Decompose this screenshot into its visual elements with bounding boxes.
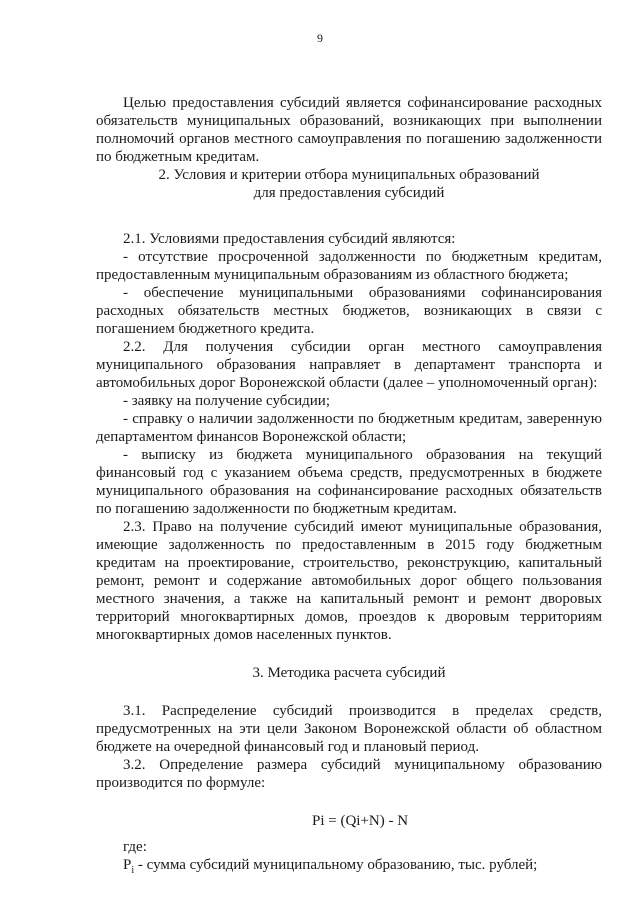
clause-2-2-item-c: - выписку из бюджета муниципального образования на текущий финансовый год с указанием объема средств, предусмотренных в бюджете муниципального образования на софинансирование расходных обязательств по погашению задолженности по бюджетным кредитам. (96, 447, 602, 517)
section-2-title-line-2: для предоставления субсидий (253, 185, 445, 201)
spacer (96, 202, 602, 230)
clause-2-1: 2.1. Условиями предоставления субсидий являются: (123, 231, 456, 247)
definition-text: - сумма субсидий муниципальному образованию, тыс. рублей; (134, 857, 538, 873)
clause-2-2-item-a: - заявку на получение субсидии; (123, 393, 330, 409)
document-body (96, 94, 602, 880)
spacer (96, 682, 602, 702)
spacer (96, 792, 602, 812)
section-2-title-line-1: 2. Условия и критерии отбора муниципальных образований (158, 167, 540, 183)
clause-2-2: 2.2. Для получения субсидии орган местного самоуправления муниципального образования направляет в департамент транспорта и автомобильных дорог Воронежской области (далее – уполномоченный орган): (96, 339, 602, 391)
clause-2-1-item-a: - отсутствие просроченной задолженности по бюджетным кредитам, предоставленным муниципальным образованиям из областного бюджета; (96, 249, 602, 283)
intro-paragraph: Целью предоставления субсидий является софинансирование расходных обязательств муниципальных образований, возникающих при выполнении полномочий органов местного самоуправления по погашению задолженности по бюджетным кредитам. (96, 95, 602, 165)
clause-2-1-item-b: - обеспечение муниципальными образованиями софинансирования расходных обязательств местных бюджетов, возникающих в связи с погашением бюджетного кредита. (96, 285, 602, 337)
definition-symbol: P (123, 857, 132, 873)
clause-2-2-item-b: - справку о наличии задолженности по бюджетным кредитам, заверенную департаментом финансов Воронежской области; (96, 411, 602, 445)
definition-pi (96, 856, 602, 880)
clause-3-1: 3.1. Распределение субсидий производится в пределах средств, предусмотренных на эти цели Законом Воронежской области об областном бюджете на очередной финансовый год и плановый период. (96, 703, 602, 755)
clause-2-3: 2.3. Право на получение субсидий имеют муниципальные образования, имеющие задолженность по предоставленным в 2015 году бюджетным кредитам на проектирование, строительство, реконструкцию, капитальный ремонт, ремонт и содержание автомобильных дорог общего пользования местного значения, а также на капитальный ремонт и ремонт дворовых территорий многоквартирных домов, проездов к дворовым территориям многоквартирных домов населенных пунктов. (96, 519, 602, 643)
page-number: 9 (317, 31, 323, 45)
section-3-title: 3. Методика расчета субсидий (252, 665, 446, 681)
formula: Pi = (Qi+N) - N (312, 813, 409, 829)
spacer (96, 644, 602, 664)
definition-subscript: i (131, 865, 135, 876)
spacer (96, 830, 602, 838)
where-label: где: (123, 839, 147, 855)
clause-3-2: 3.2. Определение размера субсидий муниципальному образованию производится по формуле: (96, 757, 602, 791)
